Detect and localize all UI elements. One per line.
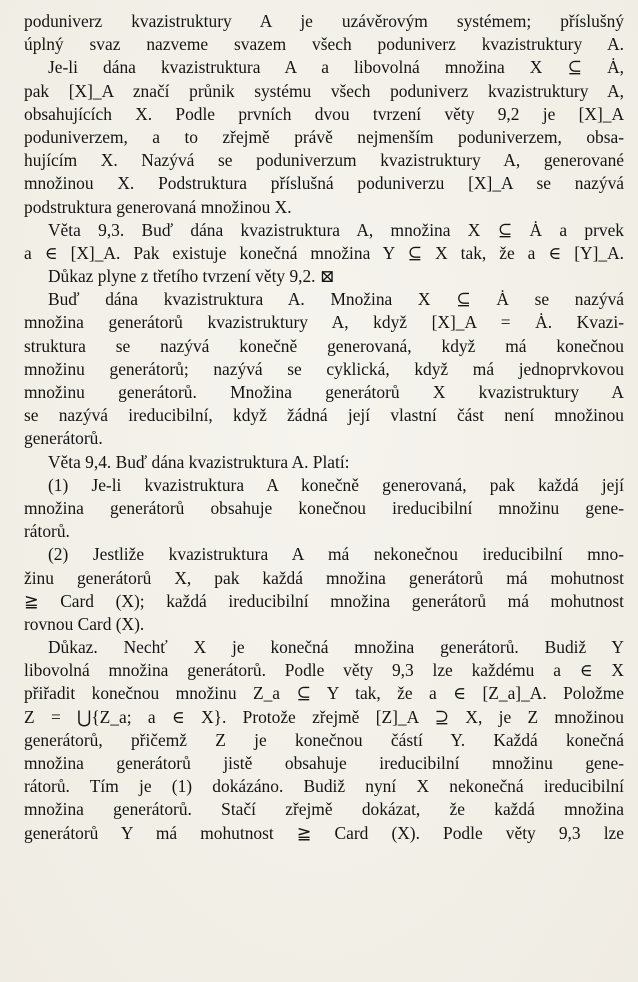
text-line: poduniverz kvazistruktury A je uzávěrovým systémem; příslušný <box>24 11 624 31</box>
text-line: rátorů. <box>24 521 70 542</box>
text-line: Je-li dána kvazistruktura A a libovolná množina X ⊆ Ȧ, <box>48 57 624 78</box>
text-line: podstruktura generovaná množinou X. <box>24 196 292 217</box>
text-line: struktura se nazývá konečně generovaná, když má konečnou <box>24 335 624 356</box>
text-line: a ∈ [X]_A. Pak existuje konečná množina Y ⊆ X tak, že a ∈ [Y]_A. <box>24 242 624 263</box>
text-line: množinou X. Podstruktura příslušná poduniverzu [X]_A se nazývá <box>24 173 624 194</box>
text-line: generátorů Y má mohutnost ≧ Card (X). Podle věty 9,3 lze <box>24 822 624 843</box>
text-line: libovolná množina generátorů. Podle věty 9,3 lze každému a ∈ X <box>24 660 624 681</box>
text-line: přiřadit konečnou množinu Z_a ⊆ Y tak, že a ∈ [Z_a]_A. Položme <box>24 683 624 704</box>
text-line: se nazývá ireducibilní, když žádná její vlastní část není množinou <box>24 405 624 426</box>
text-line: pak [X]_A značí průnik systému všech poduniverz kvazistruktury A, <box>24 80 624 101</box>
text-line: množinu generátorů; nazývá se cyklická, když má jednoprvkovou <box>24 358 624 379</box>
proof-line: Důkaz. Nechť X je konečná množina generátorů. Budiž Y <box>48 637 624 658</box>
text-line: (2) Jestliže kvazistruktura A má nekonečnou ireducibilní mno- <box>48 544 624 565</box>
text-line: ≧ Card (X); každá ireducibilní množina generátorů má mohutnost <box>24 590 624 611</box>
text-line: generátorů. <box>24 428 103 449</box>
text-line: poduniverzem, a to zřejmě právě nejmenším poduniverzem, obsa- <box>24 126 624 147</box>
text-line: Z = ⋃{Z_a; a ∈ X}. Protože zřejmě [Z]_A ⊇ X, je Z množinou <box>24 706 624 727</box>
text-line: množina generátorů kvazistruktury A, když [X]_A = Ȧ. Kvazi- <box>24 312 624 333</box>
text-line: rovnou Card (X). <box>24 613 145 634</box>
text-line: množinu generátorů. Množina generátorů X kvazistruktury A <box>24 382 624 402</box>
text-line: Buď dána kvazistruktura A. Množina X ⊆ Ȧ se nazývá <box>48 289 624 310</box>
text-line: hujícím X. Nazývá se poduniverzum kvazistruktury A, generované <box>24 150 624 171</box>
text-line: generátorů, přičemž Z je konečnou částí Y. Každá konečná <box>24 729 624 750</box>
text-line: (1) Je-li kvazistruktura A konečně generovaná, pak každá její <box>48 474 624 495</box>
text-line: úplný svaz nazveme svazem všech poduniverz kvazistruktury A. <box>24 34 624 55</box>
theorem-heading-line: Věta 9,3. Buď dána kvazistruktura A, množina X ⊆ Ȧ a prvek <box>48 219 624 240</box>
proof-line: Důkaz plyne z třetího tvrzení věty 9,2. ⊠ <box>48 266 335 287</box>
theorem-heading-line: Věta 9,4. Buď dána kvazistruktura A. Platí: <box>48 451 350 472</box>
text-line: množina generátorů obsahuje konečnou ireducibilní množinu gene- <box>24 497 624 518</box>
text-line: množina generátorů jistě obsahuje ireducibilní množinu gene- <box>24 753 624 773</box>
text-line: žinu generátorů X, pak každá množina generátorů má mohutnost <box>24 567 624 588</box>
text-line: množina generátorů. Stačí zřejmě dokázat, že každá množina <box>24 799 624 820</box>
text-line: rátorů. Tím je (1) dokázáno. Budiž nyní X nekonečná ireducibilní <box>24 776 624 797</box>
text-line: obsahujících X. Podle prvních dvou tvrzení věty 9,2 je [X]_A <box>24 103 624 124</box>
